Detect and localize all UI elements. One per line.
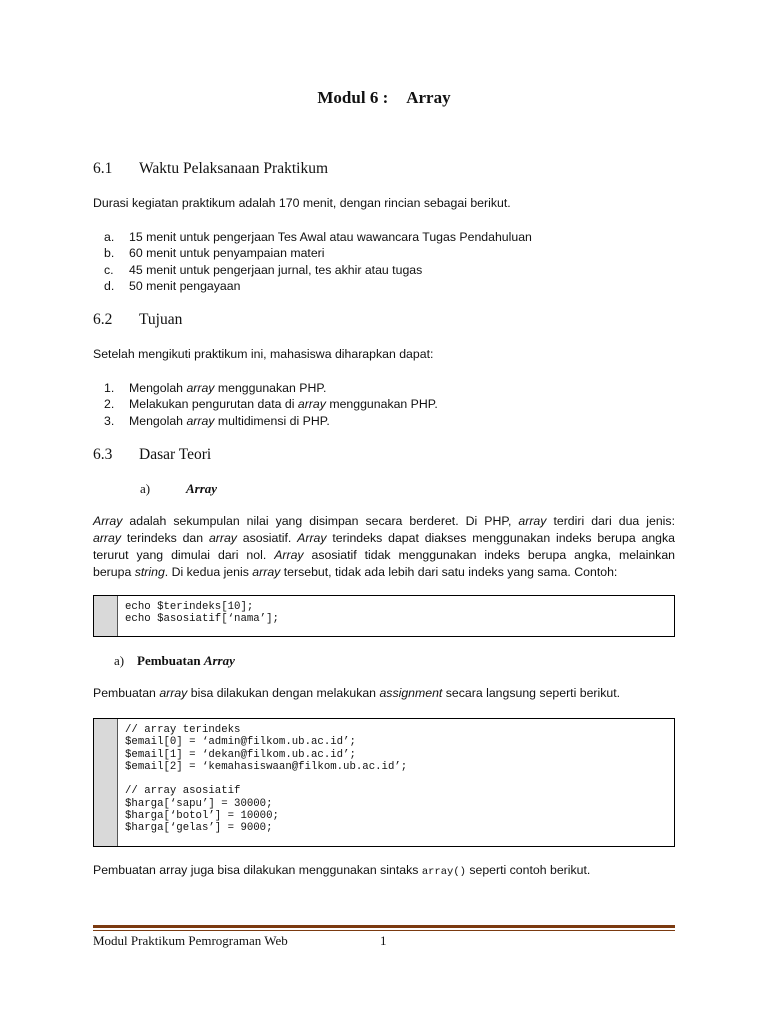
list-item: d. 50 menit pengayaan — [104, 278, 241, 293]
section-heading-6-3 — [93, 446, 211, 464]
list-item: c. 45 menit untuk pengerjaan jurnal, tes akhir atau tugas — [104, 262, 423, 277]
inline-code: array() — [421, 866, 466, 878]
footer-title: Modul Praktikum Pemrograman Web — [93, 933, 288, 948]
section-number: 6.1 — [93, 160, 113, 177]
array-definition-paragraph: Array adalah sekumpulan nilai yang disimpan secara berderet. Di PHP, array terdiri dari dua jenis: array terindeks dan array asosiatif. Array terindeks dapat diakses menggunakan indeks berupa angka terurut yang dimulai dari nol. Array asosiatif tidak menggunakan indeks berupa angka, melainkan berupa string. Di kedua jenis array tersebut, tidak ada lebih dari satu indeks yang sama. Contoh: — [93, 514, 676, 579]
page-title — [0, 88, 768, 108]
list-item: a. 15 menit untuk pengerjaan Tes Awal atau wawancara Tugas Pendahuluan — [104, 230, 532, 244]
section-title: Tujuan — [139, 311, 183, 328]
assignment-paragraph: Pembuatan array bisa dilakukan dengan melakukan assignment secara langsung seperti berikut. — [93, 686, 621, 700]
duration-intro: Durasi kegiatan praktikum adalah 170 menit, dengan rincian sebagai berikut. — [93, 196, 511, 210]
objectives-list — [93, 380, 675, 429]
objectives-intro: Setelah mengikuti praktikum ini, mahasiswa diharapkan dapat: — [93, 347, 434, 361]
section-title: Waktu Pelaksanaan Praktikum — [139, 160, 329, 177]
section-heading-6-1 — [93, 160, 328, 178]
code-block-access — [93, 595, 675, 637]
code-gutter — [94, 719, 118, 846]
duration-list — [93, 229, 675, 294]
list-item: 3. Mengolah array multidimensi di PHP. — [104, 413, 330, 428]
list-item: 2. Melakukan pengurutan data di array menggunakan PHP. — [104, 397, 438, 412]
array-function-paragraph: Pembuatan array juga bisa dilakukan menggunakan sintaks array() seperti contoh berikut. — [93, 863, 591, 878]
list-item: b. 60 menit untuk penyampaian materi — [104, 246, 325, 261]
code-text: echo $terindeks[10]; echo $asosiatif[‘nama’]; — [125, 601, 279, 626]
footer-rule-thin — [93, 930, 675, 931]
module-topic: Array — [406, 88, 451, 107]
subheading-array: a) Array — [140, 481, 218, 496]
section-number: 6.2 — [93, 311, 113, 328]
module-label: Modul 6 : — [317, 88, 389, 107]
code-gutter — [94, 596, 118, 636]
subheading-pembuatan-array: a) Pembuatan Array — [114, 653, 235, 668]
footer-rule-thick — [93, 925, 675, 928]
section-title: Dasar Teori — [139, 446, 212, 463]
list-item: 1. Mengolah array menggunakan PHP. — [104, 381, 327, 395]
section-heading-6-2 — [93, 311, 182, 329]
code-text: // array terindeks $email[0] = ‘admin@filkom.ub.ac.id’; $email[1] = ‘dekan@filkom.ub.ac.id’; $email[2] = ‘kemahasiswaan@filkom.ub.ac.id’; // array asosiatif $harga[‘sapu’] = 30000; $harga[‘botol’] = 10000; $harga[‘gelas’] = 9000; — [125, 724, 408, 835]
section-number: 6.3 — [93, 446, 113, 463]
code-block-create — [93, 718, 675, 847]
page-number: 1 — [380, 933, 387, 948]
